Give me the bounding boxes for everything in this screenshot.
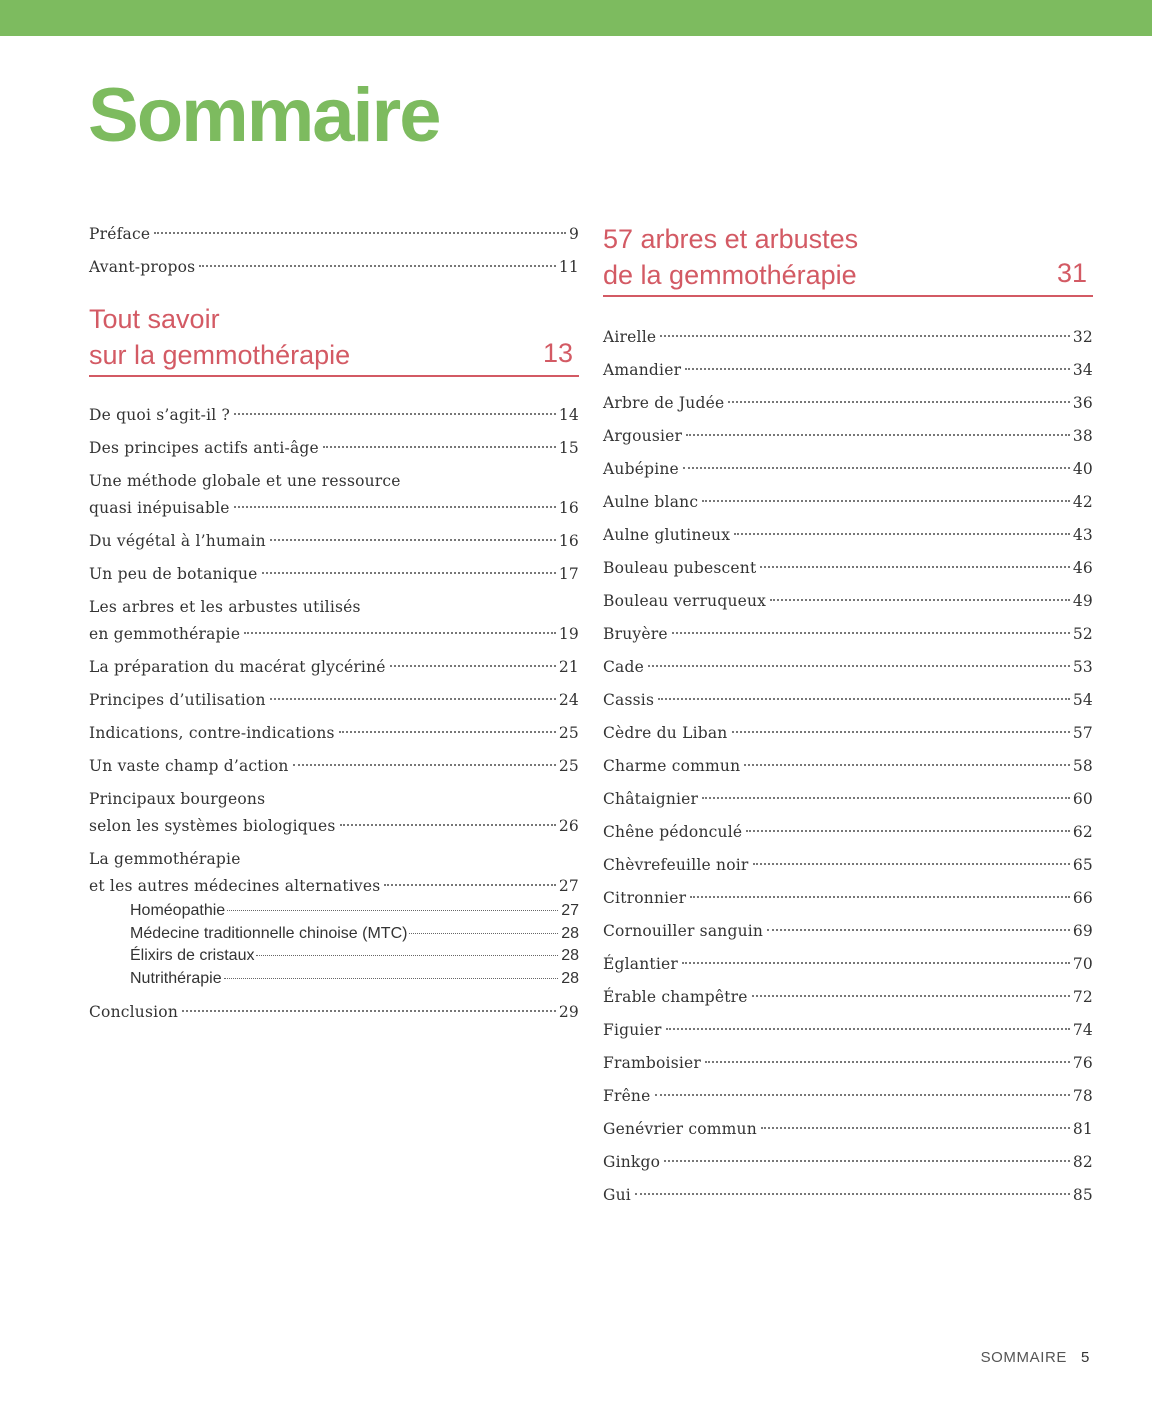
toc-entry[interactable]: Des principes actifs anti-âge 15 — [89, 439, 579, 457]
toc-entry-multiline[interactable]: Principaux bourgeons selon les systèmes biologiques 26 — [89, 790, 579, 835]
footer-label: SOMMAIRE — [980, 1349, 1068, 1366]
page-title: Sommaire — [88, 73, 440, 158]
toc-right-column — [603, 221, 1093, 1215]
toc-entry[interactable]: Framboisier 76 — [603, 1054, 1093, 1072]
toc-entry[interactable]: Chêne pédonculé 62 — [603, 823, 1093, 841]
toc-entry[interactable]: Gui 85 — [603, 1186, 1093, 1204]
section-heading-tout-savoir[interactable]: Tout savoir sur la gemmothérapie 13 — [89, 301, 579, 377]
toc-entry[interactable]: Aulne blanc 42 — [603, 493, 1093, 511]
section-page-number: 13 — [542, 338, 573, 368]
toc-entry-multiline[interactable]: Les arbres et les arbustes utilisés en gemmothérapie 19 — [89, 598, 579, 643]
toc-entry[interactable]: Bouleau verruqueux 49 — [603, 592, 1093, 610]
toc-entry[interactable]: Du végétal à l’humain 16 — [89, 532, 579, 550]
toc-entries-right — [603, 324, 1093, 1209]
toc-entry[interactable]: Figuier 74 — [603, 1021, 1093, 1039]
toc-intro — [89, 221, 579, 281]
toc-entry[interactable]: Cornouiller sanguin 69 — [603, 922, 1093, 940]
toc-entry[interactable]: Indications, contre-indications 25 — [89, 724, 579, 742]
toc-entry[interactable]: Érable champêtre 72 — [603, 988, 1093, 1006]
toc-entry[interactable]: Charme commun 58 — [603, 757, 1093, 775]
toc-entry[interactable]: Citronnier 66 — [603, 889, 1093, 907]
toc-entry-multiline[interactable]: La gemmothérapie et les autres médecines alternatives 27 — [89, 850, 579, 895]
toc-entry[interactable]: Églantier 70 — [603, 955, 1093, 973]
toc-entry[interactable]: Aubépine 40 — [603, 460, 1093, 478]
toc-entry-avant-propos[interactable]: Avant-propos 11 — [89, 258, 579, 276]
toc-entry[interactable]: Cade 53 — [603, 658, 1093, 676]
toc-entry[interactable]: Argousier 38 — [603, 427, 1093, 445]
toc-entry-multiline[interactable]: Une méthode globale et une ressource quasi inépuisable 16 — [89, 472, 579, 517]
toc-entries-left — [89, 402, 579, 900]
page-footer — [981, 1349, 1090, 1366]
toc-entry[interactable]: Aulne glutineux 43 — [603, 526, 1093, 544]
toc-subentry[interactable]: Élixirs de cristaux 28 — [130, 947, 579, 964]
footer-page-number: 5 — [1081, 1349, 1090, 1366]
toc-entry-preface[interactable]: Préface 9 — [89, 225, 579, 243]
toc-entry[interactable]: Ginkgo 82 — [603, 1153, 1093, 1171]
toc-entry[interactable]: Principes d’utilisation 24 — [89, 691, 579, 709]
toc-entry[interactable]: Un peu de botanique 17 — [89, 565, 579, 583]
toc-entry[interactable]: Cèdre du Liban 57 — [603, 724, 1093, 742]
toc-entry-conclusion[interactable]: Conclusion 29 — [89, 1003, 579, 1021]
section-page-number: 31 — [1056, 258, 1087, 288]
toc-entry[interactable]: Genévrier commun 81 — [603, 1120, 1093, 1138]
toc-entry[interactable]: De quoi s’agit-il ? 14 — [89, 406, 579, 424]
toc-entry[interactable]: Cassis 54 — [603, 691, 1093, 709]
toc-entry[interactable]: Bruyère 52 — [603, 625, 1093, 643]
toc-left-column — [89, 221, 579, 1032]
toc-entry[interactable]: Amandier 34 — [603, 361, 1093, 379]
toc-entry[interactable]: Châtaignier 60 — [603, 790, 1093, 808]
toc-entry[interactable]: Chèvrefeuille noir 65 — [603, 856, 1093, 874]
toc-subentry[interactable]: Médecine traditionnelle chinoise (MTC) 28 — [130, 924, 579, 942]
toc-subentry[interactable]: Homéopathie 27 — [130, 902, 579, 919]
toc-entry[interactable]: Un vaste champ d’action 25 — [89, 757, 579, 775]
section-heading-57-arbres[interactable]: 57 arbres et arbustes de la gemmothérapie 31 — [603, 221, 1093, 297]
toc-entry[interactable]: La préparation du macérat glycériné 21 — [89, 658, 579, 676]
toc-entry[interactable]: Bouleau pubescent 46 — [603, 559, 1093, 577]
top-color-band — [0, 0, 1152, 36]
toc-entry[interactable]: Airelle 32 — [603, 328, 1093, 346]
toc-subentry[interactable]: Nutrithérapie 28 — [130, 969, 579, 987]
toc-subentries — [89, 900, 579, 990]
toc-entry[interactable]: Frêne 78 — [603, 1087, 1093, 1105]
toc-entry[interactable]: Arbre de Judée 36 — [603, 394, 1093, 412]
